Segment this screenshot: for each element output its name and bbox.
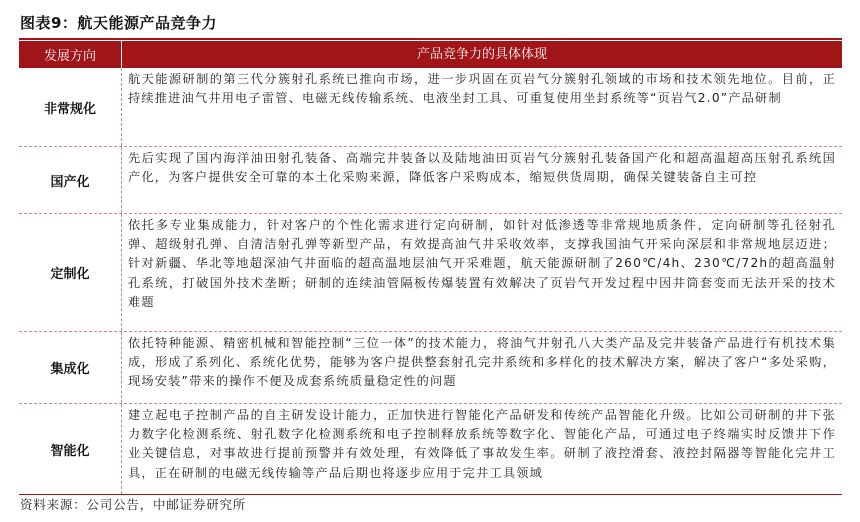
- row-detail: 依托多专业集成能力，针对客户的个性化需求进行定向研制，如针对低渗透等非常规地质条件，定向研制等孔径射孔弹、超级射孔弹、自清洁射孔弹等新型产品，有效提高油气井采收效率，支撑我国油气开采向深层和非常规地层迈进；针对新疆、华北等地超深油气井面临的超高温地层油气开采难题，航天能源研制了260℃/4h、230℃/72h的超高温射孔系统，打破国外技术垄断；研制的连续油管隔板传爆装置有效解决了页岩气开发过程中因井筒套变而无法开采的技术难题: [128, 218, 836, 309]
- competitiveness-table: [19, 41, 842, 495]
- table-row: [19, 404, 842, 495]
- row-direction: 智能化: [19, 404, 122, 494]
- row-detail: 依托特种能源、精密机械和智能控制“三位一体”的技术能力，将油气井射孔八大类产品及完井装备产品进行有机技术集成，形成了系列化、系统化优势，能够为客户提供整套射孔完井系统和多样化的技术解决方案，解决了客户“多处采购，现场安装”带来的操作不便及成套系统质量稳定性的问题: [128, 336, 836, 389]
- table-row: [19, 68, 842, 147]
- row-direction: 集成化: [19, 332, 122, 403]
- figure-title: 图表9：航天能源产品竞争力: [20, 14, 217, 32]
- header-direction: 发展方向: [43, 49, 96, 64]
- row-detail: 先后实现了国内海洋油田射孔装备、高端完井装备以及陆地油田页岩气分簇射孔装备国产化和超高温超高压射孔系统国产化，为客户提供安全可靠的本土化采购来源，降低客户采购成本，缩短供货周期，确保关键装备自主可控: [128, 151, 836, 185]
- table-row: [19, 214, 842, 332]
- source-note: 资料来源：公司公告，中邮证券研究所: [20, 497, 247, 512]
- row-detail: 建立起电子控制产品的自主研发设计能力，正加快进行智能化产品研发和传统产品智能化升级。比如公司研制的井下张力数字化检测系统、射孔数字化检测系统和电子控制释放系统等数字化、智能化产品，可通过电子终端实时反馈井下作业关键信息，对事故进行提前预警并有效处理，有效降低了事故发生率。研制了液控滑套、液控封隔器等智能化完井工具，正在研制的电磁无线传输等产品后期也将逐步应用于完井工具领域: [128, 408, 836, 480]
- row-detail: 航天能源研制的第三代分簇射孔系统已推向市场，进一步巩固在页岩气分簇射孔领域的市场和技术领先地位。目前，正持续推进油气井用电子雷管、电磁无线传输系统、电液坐封工具、可重复使用坐封系统等“页岩气2.0”产品研制: [128, 72, 836, 106]
- row-direction: 国产化: [19, 147, 122, 213]
- header-detail: 产品竞争力的具体体现: [121, 41, 842, 68]
- row-direction: 定制化: [19, 214, 122, 331]
- table-row: [19, 147, 842, 214]
- title-rule: [19, 38, 842, 40]
- table-header: [19, 41, 842, 68]
- row-direction: 非常规化: [19, 68, 122, 146]
- table-row: [19, 332, 842, 404]
